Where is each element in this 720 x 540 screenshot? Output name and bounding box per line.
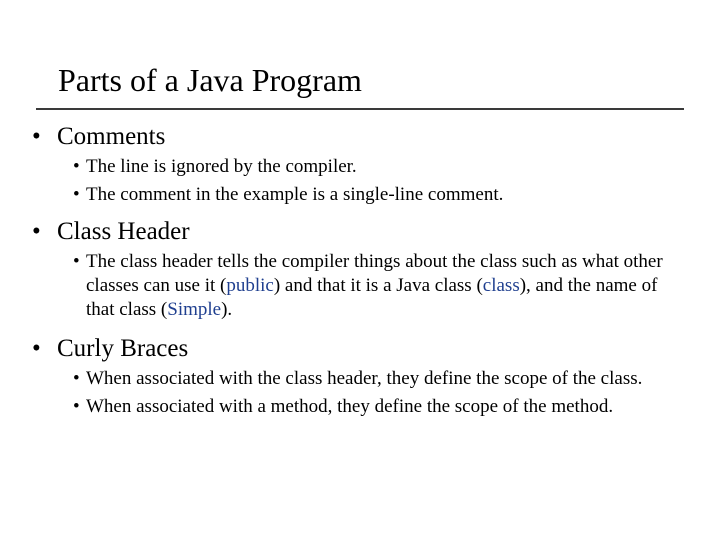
comments-subitem-text: The line is ignored by the compiler. [86, 156, 357, 177]
class-header-text-part2: ) and that it is a Java class ( [273, 275, 483, 296]
comments-subitem [73, 155, 686, 179]
bullet-marker: • [32, 335, 41, 362]
curly-braces-subitem-text: When associated with the class header, they define the scope of the class. [86, 368, 643, 389]
slide-title: Parts of a Java Program [58, 62, 362, 98]
bullet-marker: • [73, 251, 80, 272]
bullet-marker: • [73, 396, 80, 417]
comments-subitems [30, 155, 690, 207]
bullet-marker: • [73, 156, 80, 177]
curly-braces-subitems [30, 367, 690, 419]
keyword-public: public [226, 275, 274, 296]
bullet-marker: • [32, 123, 41, 150]
class-header-subitem [73, 250, 686, 322]
bullet-marker: • [73, 368, 80, 389]
comments-subitem-text: The comment in the example is a single-line comment. [86, 184, 504, 205]
bullet-comments [30, 121, 690, 153]
bullet-comments-heading: Comments [57, 123, 166, 150]
bullet-marker: • [32, 218, 41, 245]
comments-subitem [73, 183, 686, 207]
class-header-text-part3: ), and the name of that class ( [86, 275, 658, 320]
keyword-class: class [482, 275, 520, 296]
bullet-curly-braces-heading: Curly Braces [57, 335, 189, 362]
curly-braces-subitem [73, 367, 686, 391]
bullet-curly-braces [30, 333, 690, 365]
bullet-class-header-heading: Class Header [57, 218, 190, 245]
class-header-text-part4: ). [221, 299, 233, 320]
curly-braces-subitem-text: When associated with a method, they define the scope of the method. [86, 396, 614, 417]
class-header-subitems [30, 250, 690, 322]
keyword-simple: Simple [167, 299, 222, 320]
bullet-marker: • [73, 184, 80, 205]
slide-content [30, 121, 690, 419]
curly-braces-subitem [73, 395, 686, 419]
class-header-text-part1: The class header tells the compiler things about the class such as what other classes can use it ( [86, 251, 663, 296]
bullet-class-header [30, 216, 690, 248]
title-divider [36, 108, 684, 110]
